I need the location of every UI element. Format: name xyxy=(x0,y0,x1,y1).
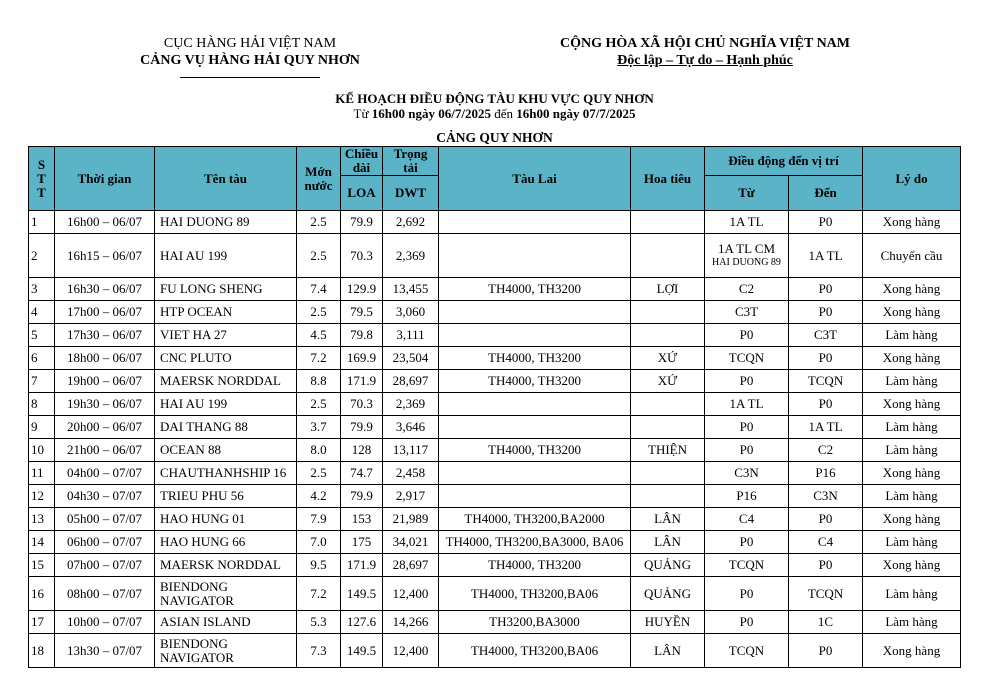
row-tug xyxy=(439,462,631,485)
row-time: 05h00 – 07/07 xyxy=(55,508,155,531)
row-stt: 13 xyxy=(29,508,55,531)
row-loa: 149.5 xyxy=(341,577,383,611)
row-pilot: XỨ xyxy=(631,370,705,393)
table-row xyxy=(29,462,961,485)
row-dwt: 28,697 xyxy=(383,554,439,577)
table-row xyxy=(29,370,961,393)
row-loa: 129.9 xyxy=(341,278,383,301)
row-to: 1C xyxy=(789,611,863,634)
row-draft: 8.0 xyxy=(297,439,341,462)
row-stt: 6 xyxy=(29,347,55,370)
table-row xyxy=(29,577,961,611)
row-from: C4 xyxy=(705,508,789,531)
col-to: Đến xyxy=(789,176,863,211)
row-to: P0 xyxy=(789,347,863,370)
row-reason: Xong hàng xyxy=(863,211,961,234)
table-row xyxy=(29,531,961,554)
row-reason: Xong hàng xyxy=(863,554,961,577)
row-tug: TH4000, TH3200 xyxy=(439,439,631,462)
row-to: C3N xyxy=(789,485,863,508)
row-reason: Xong hàng xyxy=(863,634,961,668)
row-draft: 7.4 xyxy=(297,278,341,301)
agency-header xyxy=(130,35,370,78)
row-tug xyxy=(439,416,631,439)
row-pilot xyxy=(631,234,705,278)
row-from: P0 xyxy=(705,416,789,439)
row-from: P0 xyxy=(705,324,789,347)
table-row xyxy=(29,234,961,278)
row-dwt: 2,369 xyxy=(383,234,439,278)
table-row xyxy=(29,393,961,416)
row-pilot: THIỆN xyxy=(631,439,705,462)
row-draft: 7.9 xyxy=(297,508,341,531)
row-loa: 79.9 xyxy=(341,485,383,508)
row-pilot xyxy=(631,462,705,485)
row-time: 06h00 – 07/07 xyxy=(55,531,155,554)
row-ship: BIENDONG NAVIGATOR xyxy=(155,577,297,611)
row-from: P0 xyxy=(705,611,789,634)
row-ship: OCEAN 88 xyxy=(155,439,297,462)
row-reason: Làm hàng xyxy=(863,370,961,393)
row-loa: 70.3 xyxy=(341,393,383,416)
row-reason: Làm hàng xyxy=(863,485,961,508)
row-ship: MAERSK NORDDAL xyxy=(155,554,297,577)
row-ship: HAO HUNG 66 xyxy=(155,531,297,554)
row-tug: TH4000, TH3200,BA2000 xyxy=(439,508,631,531)
row-reason: Xong hàng xyxy=(863,347,961,370)
row-ship: FU LONG SHENG xyxy=(155,278,297,301)
row-loa: 169.9 xyxy=(341,347,383,370)
col-tug: Tàu Lai xyxy=(439,147,631,211)
row-reason: Xong hàng xyxy=(863,462,961,485)
row-dwt: 3,060 xyxy=(383,301,439,324)
row-stt: 16 xyxy=(29,577,55,611)
row-draft: 7.0 xyxy=(297,531,341,554)
row-from: P0 xyxy=(705,439,789,462)
row-time: 19h00 – 06/07 xyxy=(55,370,155,393)
row-ship: VIET HA 27 xyxy=(155,324,297,347)
col-tonnage-unit: DWT xyxy=(383,176,439,211)
row-reason: Làm hàng xyxy=(863,416,961,439)
col-move: Điều động đến vị trí xyxy=(705,147,863,176)
row-dwt: 13,117 xyxy=(383,439,439,462)
row-ship: ASIAN ISLAND xyxy=(155,611,297,634)
row-ship: HAI AU 199 xyxy=(155,393,297,416)
row-to: 1A TL xyxy=(789,234,863,278)
row-tug xyxy=(439,211,631,234)
national-header xyxy=(540,35,870,69)
row-to: P16 xyxy=(789,462,863,485)
col-reason: Lý do xyxy=(863,147,961,211)
row-stt: 17 xyxy=(29,611,55,634)
row-pilot xyxy=(631,324,705,347)
table-row xyxy=(29,301,961,324)
col-from: Từ xyxy=(705,176,789,211)
row-tug: TH4000, TH3200 xyxy=(439,554,631,577)
row-dwt: 12,400 xyxy=(383,577,439,611)
country-name: CỘNG HÒA XÃ HỘI CHỦ NGHĨA VIỆT NAM xyxy=(559,36,850,51)
row-stt: 8 xyxy=(29,393,55,416)
row-ship: HTP OCEAN xyxy=(155,301,297,324)
row-reason: Chuyển cầu xyxy=(863,234,961,278)
row-dwt: 3,111 xyxy=(383,324,439,347)
row-loa: 79.5 xyxy=(341,301,383,324)
row-from: P16 xyxy=(705,485,789,508)
row-reason: Làm hàng xyxy=(863,324,961,347)
row-stt: 3 xyxy=(29,278,55,301)
row-from: P0 xyxy=(705,531,789,554)
row-time: 16h15 – 06/07 xyxy=(55,234,155,278)
col-pilot: Hoa tiêu xyxy=(631,147,705,211)
col-tonnage: Trọng tải xyxy=(383,147,439,176)
row-ship: DAI THANG 88 xyxy=(155,416,297,439)
row-to: P0 xyxy=(789,634,863,668)
row-draft: 2.5 xyxy=(297,234,341,278)
row-tug xyxy=(439,301,631,324)
row-time: 04h30 – 07/07 xyxy=(55,485,155,508)
row-ship: TRIEU PHU 56 xyxy=(155,485,297,508)
row-pilot: QUẢNG xyxy=(631,554,705,577)
col-length: Chiều dài xyxy=(341,147,383,176)
row-pilot xyxy=(631,393,705,416)
row-from: C3T xyxy=(705,301,789,324)
row-draft: 7.3 xyxy=(297,634,341,668)
col-ship: Tên tàu xyxy=(155,147,297,211)
row-to: C2 xyxy=(789,439,863,462)
row-to: TCQN xyxy=(789,577,863,611)
row-ship: HAI AU 199 xyxy=(155,234,297,278)
row-pilot: LÂN xyxy=(631,531,705,554)
table-row xyxy=(29,554,961,577)
agency-name: CỤC HÀNG HẢI VIỆT NAM xyxy=(163,36,337,51)
row-draft: 4.5 xyxy=(297,324,341,347)
row-time: 04h00 – 07/07 xyxy=(55,462,155,485)
row-to: TCQN xyxy=(789,370,863,393)
row-tug: TH4000, TH3200,BA3000, BA06 xyxy=(439,531,631,554)
row-stt: 2 xyxy=(29,234,55,278)
row-draft: 9.5 xyxy=(297,554,341,577)
row-from: TCQN xyxy=(705,347,789,370)
table-row xyxy=(29,439,961,462)
row-dwt: 2,369 xyxy=(383,393,439,416)
row-from: 1A TL xyxy=(705,393,789,416)
row-reason: Xong hàng xyxy=(863,393,961,416)
col-time: Thời gian xyxy=(55,147,155,211)
row-ship: HAO HUNG 01 xyxy=(155,508,297,531)
row-loa: 74.7 xyxy=(341,462,383,485)
row-tug xyxy=(439,234,631,278)
row-dwt: 14,266 xyxy=(383,611,439,634)
row-dwt: 2,458 xyxy=(383,462,439,485)
table-row xyxy=(29,508,961,531)
col-length-unit: LOA xyxy=(341,176,383,211)
row-to: P0 xyxy=(789,278,863,301)
row-to: C3T xyxy=(789,324,863,347)
table-row xyxy=(29,634,961,668)
row-tug: TH4000, TH3200,BA06 xyxy=(439,634,631,668)
row-stt: 10 xyxy=(29,439,55,462)
row-loa: 171.9 xyxy=(341,370,383,393)
row-stt: 11 xyxy=(29,462,55,485)
row-to: P0 xyxy=(789,211,863,234)
table-row xyxy=(29,416,961,439)
row-time: 08h00 – 07/07 xyxy=(55,577,155,611)
row-draft: 2.5 xyxy=(297,462,341,485)
row-tug: TH3200,BA3000 xyxy=(439,611,631,634)
motto: Độc lập – Tự do – Hạnh phúc xyxy=(617,53,793,68)
row-draft: 2.5 xyxy=(297,393,341,416)
row-tug xyxy=(439,324,631,347)
row-pilot: XỨ xyxy=(631,347,705,370)
table-row xyxy=(29,278,961,301)
row-loa: 79.9 xyxy=(341,211,383,234)
row-to: C4 xyxy=(789,531,863,554)
row-pilot: HUYỀN xyxy=(631,611,705,634)
row-pilot: LÂN xyxy=(631,634,705,668)
row-reason: Làm hàng xyxy=(863,439,961,462)
ship-movement-table xyxy=(28,146,961,668)
table-row xyxy=(29,324,961,347)
row-tug xyxy=(439,485,631,508)
row-reason: Làm hàng xyxy=(863,577,961,611)
row-dwt: 12,400 xyxy=(383,634,439,668)
row-tug xyxy=(439,393,631,416)
row-loa: 128 xyxy=(341,439,383,462)
row-pilot: QUẢNG xyxy=(631,577,705,611)
row-tug: TH4000, TH3200 xyxy=(439,278,631,301)
row-stt: 4 xyxy=(29,301,55,324)
row-time: 16h00 – 06/07 xyxy=(55,211,155,234)
row-from: TCQN xyxy=(705,634,789,668)
row-dwt: 23,504 xyxy=(383,347,439,370)
row-from: C2 xyxy=(705,278,789,301)
row-pilot xyxy=(631,211,705,234)
table-row xyxy=(29,611,961,634)
date-range: Từ 16h00 ngày 06/7/2025 đến 16h00 ngày 07/7/2025 xyxy=(353,106,636,121)
row-to: P0 xyxy=(789,301,863,324)
row-loa: 70.3 xyxy=(341,234,383,278)
table-row xyxy=(29,211,961,234)
row-from: 1A TL xyxy=(705,211,789,234)
row-to: P0 xyxy=(789,508,863,531)
row-loa: 171.9 xyxy=(341,554,383,577)
row-ship: BIENDONG NAVIGATOR xyxy=(155,634,297,668)
row-ship: HAI DUONG 89 xyxy=(155,211,297,234)
row-dwt: 3,646 xyxy=(383,416,439,439)
row-ship: MAERSK NORDDAL xyxy=(155,370,297,393)
row-time: 07h00 – 07/07 xyxy=(55,554,155,577)
port-name: CẢNG QUY NHƠN xyxy=(436,130,553,145)
row-loa: 153 xyxy=(341,508,383,531)
row-reason: Xong hàng xyxy=(863,278,961,301)
row-stt: 15 xyxy=(29,554,55,577)
row-ship: CHAUTHANHSHIP 16 xyxy=(155,462,297,485)
row-draft: 2.5 xyxy=(297,301,341,324)
row-pilot xyxy=(631,485,705,508)
row-to: 1A TL xyxy=(789,416,863,439)
row-stt: 7 xyxy=(29,370,55,393)
row-ship: CNC PLUTO xyxy=(155,347,297,370)
row-loa: 127.6 xyxy=(341,611,383,634)
row-dwt: 2,692 xyxy=(383,211,439,234)
row-reason: Xong hàng xyxy=(863,301,961,324)
row-dwt: 21,989 xyxy=(383,508,439,531)
header-divider xyxy=(180,77,320,78)
row-dwt: 34,021 xyxy=(383,531,439,554)
row-draft: 3.7 xyxy=(297,416,341,439)
row-stt: 18 xyxy=(29,634,55,668)
row-stt: 5 xyxy=(29,324,55,347)
row-to: P0 xyxy=(789,393,863,416)
row-from: C3N xyxy=(705,462,789,485)
row-reason: Làm hàng xyxy=(863,531,961,554)
row-dwt: 28,697 xyxy=(383,370,439,393)
row-stt: 12 xyxy=(29,485,55,508)
row-time: 16h30 – 06/07 xyxy=(55,278,155,301)
row-stt: 1 xyxy=(29,211,55,234)
row-dwt: 2,917 xyxy=(383,485,439,508)
port-authority-name: CẢNG VỤ HÀNG HẢI QUY NHƠN xyxy=(140,53,360,68)
row-time: 20h00 – 06/07 xyxy=(55,416,155,439)
row-time: 10h00 – 07/07 xyxy=(55,611,155,634)
row-from: 1A TL CM HAI DUONG 89 xyxy=(705,234,789,278)
row-draft: 7.2 xyxy=(297,347,341,370)
table-row xyxy=(29,347,961,370)
row-pilot: LÂN xyxy=(631,508,705,531)
row-draft: 7.2 xyxy=(297,577,341,611)
row-tug: TH4000, TH3200,BA06 xyxy=(439,577,631,611)
row-stt: 14 xyxy=(29,531,55,554)
col-stt: S T T xyxy=(29,147,55,211)
row-draft: 8.8 xyxy=(297,370,341,393)
row-dwt: 13,455 xyxy=(383,278,439,301)
row-reason: Làm hàng xyxy=(863,611,961,634)
row-time: 19h30 – 06/07 xyxy=(55,393,155,416)
row-loa: 175 xyxy=(341,531,383,554)
row-loa: 149.5 xyxy=(341,634,383,668)
row-draft: 2.5 xyxy=(297,211,341,234)
row-stt: 9 xyxy=(29,416,55,439)
row-draft: 4.2 xyxy=(297,485,341,508)
document-title: KẾ HOẠCH ĐIỀU ĐỘNG TÀU KHU VỰC QUY NHƠN xyxy=(335,91,654,106)
row-pilot xyxy=(631,416,705,439)
row-reason: Xong hàng xyxy=(863,508,961,531)
row-to: P0 xyxy=(789,554,863,577)
row-time: 17h00 – 06/07 xyxy=(55,301,155,324)
row-tug: TH4000, TH3200 xyxy=(439,347,631,370)
row-loa: 79.8 xyxy=(341,324,383,347)
row-time: 13h30 – 07/07 xyxy=(55,634,155,668)
table-row xyxy=(29,485,961,508)
row-time: 21h00 – 06/07 xyxy=(55,439,155,462)
row-time: 18h00 – 06/07 xyxy=(55,347,155,370)
row-draft: 5.3 xyxy=(297,611,341,634)
col-draft: Mớn nước xyxy=(297,147,341,211)
row-tug: TH4000, TH3200 xyxy=(439,370,631,393)
row-from: TCQN xyxy=(705,554,789,577)
row-pilot: LỢI xyxy=(631,278,705,301)
row-pilot xyxy=(631,301,705,324)
row-loa: 79.9 xyxy=(341,416,383,439)
row-from: P0 xyxy=(705,577,789,611)
row-time: 17h30 – 06/07 xyxy=(55,324,155,347)
row-from: P0 xyxy=(705,370,789,393)
